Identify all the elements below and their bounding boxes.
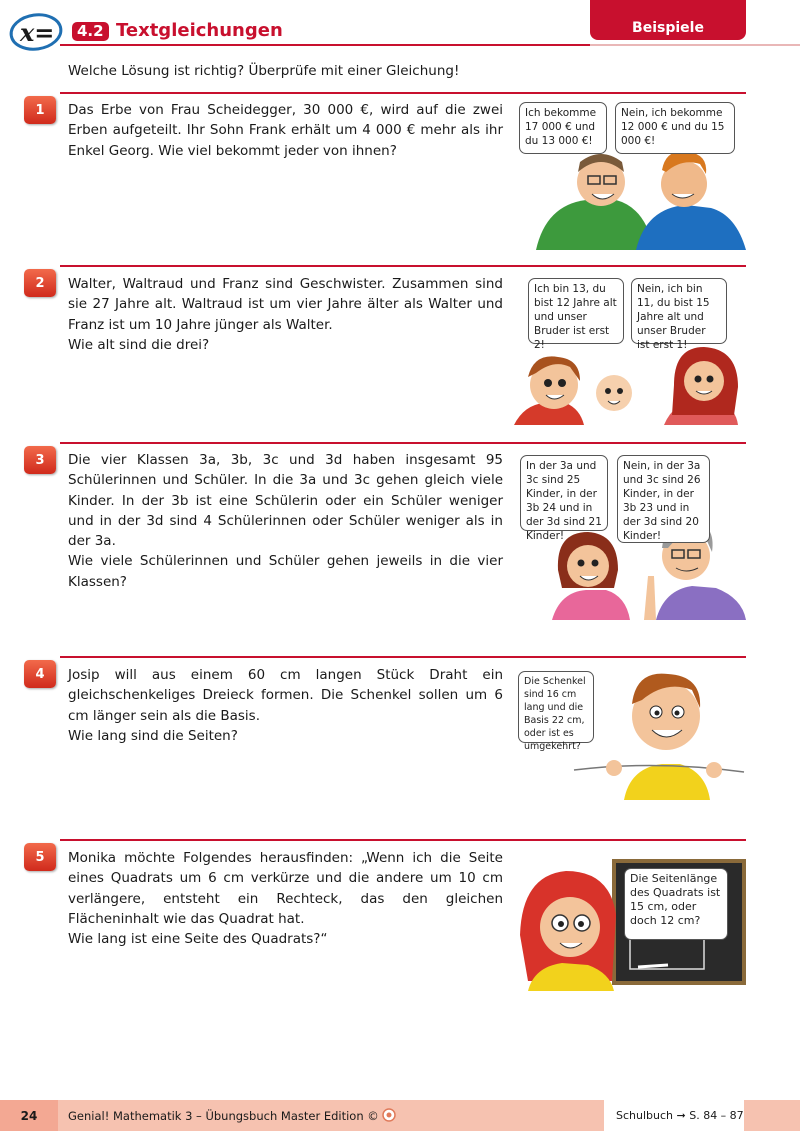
task-4-illustration (516, 664, 746, 800)
x-equals-logo-icon (8, 10, 64, 54)
task-question: Wie lang ist eine Seite des Quadrats?“ (68, 931, 328, 948)
task-number-badge: 2 (24, 269, 56, 297)
task-1-text (68, 100, 503, 161)
task-question: Wie lang sind die Seiten? (68, 727, 238, 744)
speech-bubble: Nein, ich bekomme 12 000 € und du 15 000 €! (615, 102, 735, 154)
task-divider (60, 656, 746, 658)
book-title (68, 1108, 396, 1123)
speech-bubble: Nein, ich bin 11, du bist 15 Jahre alt und unser Bruder ist erst 1! (631, 278, 727, 344)
speech-bubble: Nein, in der 3a und 3c sind 26 Kinder, in der 3b 23 und in der 3d sind 20 Kinder! (617, 455, 710, 543)
task-4-text (68, 665, 503, 746)
task-number-badge: 5 (24, 843, 56, 871)
task-number-badge: 3 (24, 446, 56, 474)
header-divider-light (590, 44, 800, 46)
category-tab-label: Beispiele (632, 20, 704, 36)
category-tab (590, 0, 746, 40)
task-3-text (68, 450, 503, 592)
speech-bubble: Ich bin 13, du bist 12 Jahre alt und unser Bruder ist erst 2! (528, 278, 624, 344)
task-question: Wie alt sind die drei? (68, 336, 210, 353)
task-number-badge: 1 (24, 96, 56, 124)
speech-bubble: Ich bekomme 17 000 € und du 13 000 €! (519, 102, 607, 154)
task-5-illustration (518, 855, 746, 991)
task-3-illustration (516, 452, 746, 620)
instruction-text: Welche Lösung ist richtig? Überprüfe mit einer Gleichung! (68, 63, 460, 79)
task-2-text (68, 274, 503, 355)
task-question: Wie viele Schülerinnen und Schüler gehen jeweils in die vier Klassen? (68, 553, 503, 590)
svg-text:x=: x= (20, 18, 55, 47)
section-title: Textgleichungen (116, 20, 283, 41)
page-number: 24 (0, 1100, 58, 1131)
task-1-illustration (516, 100, 746, 250)
publisher-logo-icon (382, 1108, 396, 1122)
task-paragraph: Das Erbe von Frau Scheidegger, 30 000 €, wird auf die zwei Erben aufgeteilt. Ihr Sohn Frank erhält um 4 000 € mehr als ihr Enkel Georg. Wie viel bekommt jeder von ihnen? (68, 102, 503, 159)
speech-bubble: Die Seitenlänge des Quadrats ist 15 cm, oder doch 12 cm? (624, 868, 728, 940)
task-2-illustration (514, 275, 746, 425)
task-divider (60, 265, 746, 267)
task-paragraph: Walter, Waltraud und Franz sind Geschwister. Zusammen sind sie 27 Jahre alt. Waltraud ist um vier Jahre älter als Walter und Franz ist um 10 Jahre jünger als Walter. (68, 276, 503, 333)
task-divider (60, 442, 746, 444)
task-divider (60, 92, 746, 94)
task-divider (60, 839, 746, 841)
textbook-reference: Schulbuch ➞ S. 84 – 87 (604, 1100, 744, 1131)
speech-bubble: Die Schenkel sind 16 cm lang und die Basis 22 cm, oder ist es umgekehrt? (518, 671, 594, 743)
section-number-badge: 4.2 (72, 22, 109, 41)
task-paragraph: Monika möchte Folgendes herausfinden: „Wenn ich die Seite eines Quadrats um 6 cm verkürze und die andere um 10 cm verlängere, entsteht ein Rechteck, das den gleichen Flächeninhalt wie das Quadrat hat. (68, 850, 503, 927)
task-paragraph: Josip will aus einem 60 cm langen Stück Draht ein gleichschenkeliges Dreieck formen. Die Schenkel sollen um 6 cm länger sein als die Basis. (68, 667, 503, 724)
task-number-badge: 4 (24, 660, 56, 688)
speech-bubble: In der 3a und 3c sind 25 Kinder, in der 3b 24 und in der 3d sind 21 Kinder! (520, 455, 608, 531)
page-footer (0, 1100, 800, 1131)
book-title-text: Genial! Mathematik 3 – Übungsbuch Master Edition © (68, 1109, 379, 1123)
task-paragraph: Die vier Klassen 3a, 3b, 3c und 3d haben insgesamt 95 Schülerinnen und Schüler. In die 3a und 3c gehen gleich viele Kinder. In der 3b ist eine Schülerin oder ein Schüler weniger und in der 3d sind 4 Schülerinnen oder Schüler weniger als in der 3a. (68, 452, 503, 550)
task-5-text (68, 848, 503, 949)
header-divider (60, 44, 590, 46)
